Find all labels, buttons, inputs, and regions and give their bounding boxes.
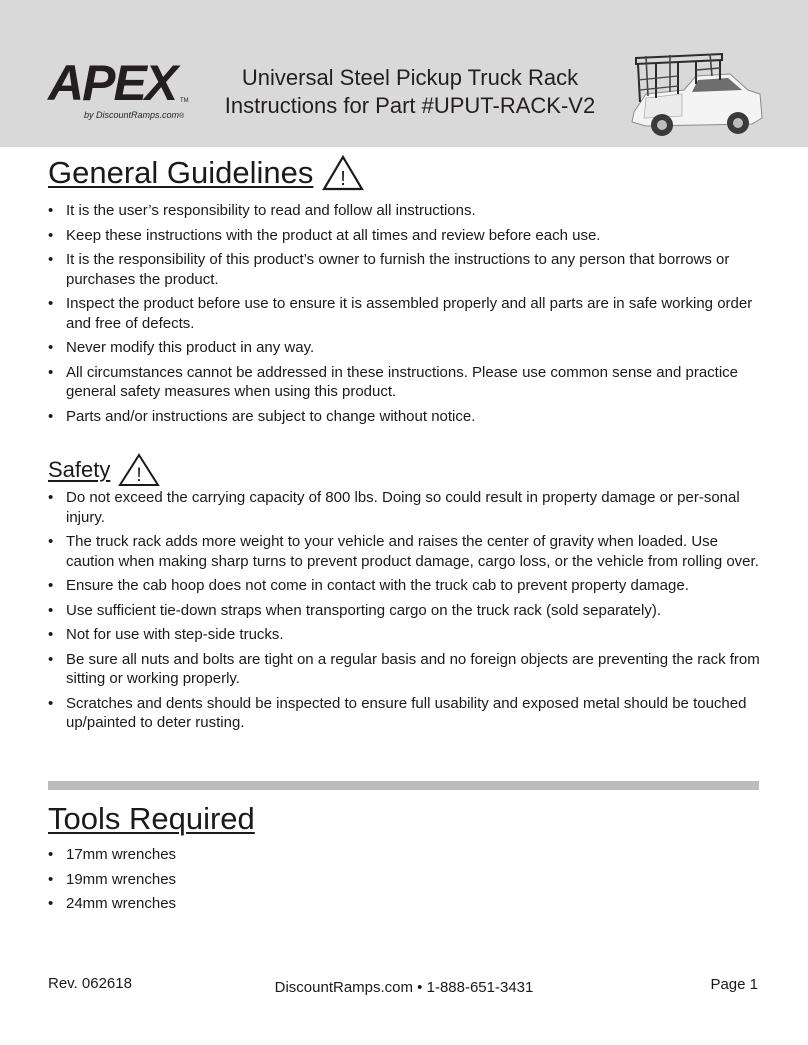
list-item: • 24mm wrenches bbox=[48, 894, 764, 914]
tools-required-heading: Tools Required bbox=[48, 801, 255, 836]
warning-symbol: ! bbox=[340, 168, 346, 190]
header-band bbox=[0, 0, 808, 147]
revision-number: Rev. 062618 bbox=[48, 975, 132, 992]
logo-wordmark: APEX bbox=[48, 55, 177, 111]
list-item: • It is the user’s responsibility to read and follow all instructions. bbox=[48, 201, 764, 221]
document-title bbox=[200, 64, 620, 120]
section-divider bbox=[48, 781, 759, 790]
list-item: • Use sufficient tie-down straps when transporting cargo on the truck rack (sold separately). bbox=[48, 601, 764, 621]
warning-triangle-icon bbox=[118, 453, 160, 487]
list-item: • Inspect the product before use to ensure it is assembled properly and all parts are in safe working order and free of defects. bbox=[48, 294, 764, 333]
footer-contact: DiscountRamps.com • 1-888-651-3431 bbox=[274, 979, 534, 996]
logo-registered: ® bbox=[179, 113, 185, 120]
tools-list bbox=[48, 845, 764, 919]
list-item: • Parts and/or instructions are subject to change without notice. bbox=[48, 407, 764, 427]
list-item: • Scratches and dents should be inspected to ensure full usability and exposed metal should be touched up/painted to deter rusting. bbox=[48, 694, 764, 733]
logo-subtitle bbox=[84, 110, 184, 120]
list-item: • Never modify this product in any way. bbox=[48, 338, 764, 358]
list-item: • 17mm wrenches bbox=[48, 845, 764, 865]
list-item: • The truck rack adds more weight to your vehicle and raises the center of gravity when loaded. Use caution when making sharp turns to prevent product damage, cargo loss, or the vehicle from rolling over. bbox=[48, 532, 764, 571]
apex-logo bbox=[48, 55, 189, 120]
general-guidelines-heading: General Guidelines bbox=[48, 155, 314, 190]
page-number: Page 1 bbox=[710, 976, 758, 993]
list-item: • Ensure the cab hoop does not come in contact with the truck cab to prevent property damage. bbox=[48, 576, 764, 596]
list-item: • All circumstances cannot be addressed in these instructions. Please use common sense and practice general safety measures when using this product. bbox=[48, 363, 764, 402]
list-item: • Not for use with step-side trucks. bbox=[48, 625, 764, 645]
truck-rack-illustration bbox=[626, 50, 766, 142]
list-item: • Do not exceed the carrying capacity of 800 lbs. Doing so could result in property damage or per-sonal injury. bbox=[48, 488, 764, 527]
safety-heading: Safety bbox=[48, 457, 111, 482]
list-item: • Keep these instructions with the product at all times and review before each use. bbox=[48, 226, 764, 246]
list-item: • It is the responsibility of this product’s owner to furnish the instructions to any person that borrows or purchases the product. bbox=[48, 250, 764, 289]
list-item: • 19mm wrenches bbox=[48, 870, 764, 890]
safety-list bbox=[48, 488, 764, 738]
list-item: • Be sure all nuts and bolts are tight on a regular basis and no foreign objects are preventing the rack from sitting or working properly. bbox=[48, 650, 764, 689]
logo-trademark: TM bbox=[180, 98, 189, 104]
title-line-1: Universal Steel Pickup Truck Rack bbox=[241, 65, 579, 90]
general-guidelines-list bbox=[48, 201, 764, 431]
logo-subtitle-text: by DiscountRamps.com bbox=[84, 110, 180, 120]
warning-symbol: ! bbox=[136, 465, 142, 486]
warning-triangle-icon bbox=[322, 155, 364, 191]
title-line-2: Instructions for Part #UPUT-RACK-V2 bbox=[224, 93, 596, 118]
